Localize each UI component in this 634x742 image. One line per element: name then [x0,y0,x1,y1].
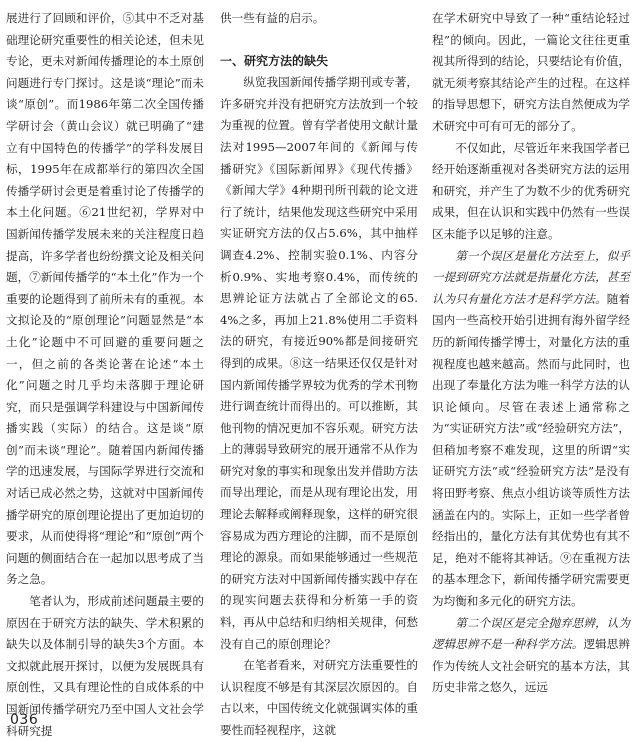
paragraph [432,246,630,613]
paragraph: 展进行了回顾和评价，⑤其中不乏对基础理论研究重要性的相关论述，但未见专论，更未对新闻传播理论的本土原创问题进行专门探讨。这是谈“理论”而未谈“原创”。而1986年第二次全国传播学研讨会（黄山会议）就已明确了“建立有中国特色的传播学”的学科发展目标，1995年在成都举行的第四次全国传播学研讨会更是着重讨论了传播学的本土化问题。⑥21世纪初，学界对中国新闻传播学发展未来的关注程度日趋提高，许多学者也纷纷撰文论及相关问题，⑦新闻传播学的“本土化”作为一个重要的论题得到了前所未有的重视。本文拟论及的“原创理论”问题显然是“本土化”论题中不可回避的重要问题之一，但之前的各类论著在论述“本土化”问题之时几乎均未落脚于理论研究，而只是强调学科建设与中国新闻传播实践（实际）的结合。这是谈“原创”而未谈“理论”。随着国内新闻传播学的迅速发展，与国际学界进行交流和对话已成必然之势，这就对中国新闻传播学研究的原创理论提出了更加迫切的要求，从而使得将“理论”和“原创”两个问题的侧面结合在一起加以思考成了当务之急。 [6,11,204,587]
page-number: 036 [10,712,39,728]
paragraph: 供一些有益的启示。 [220,11,325,25]
paragraph-body: 逻辑思辨作为传统人文社会研究的基本方法，其历史非常之悠久，远远 [432,637,630,695]
paragraph: 笔者认为，形成前述问题最主要的原因在于研究方法的缺失、学术积累的缺失以及体制引导的缺失3个方面。本文拟就此展开探讨，以便为发展既具有原创性，又具有理论性的自成体系的中国新闻传播学研究乃至中国人文社会学科研究提 [6,594,204,738]
emphasis-lead: 第二个误区是完全抛弃思辨，认为逻辑思辨不是一种科学方法。 [432,615,630,652]
paragraph: 在学术研究中导致了一种“重结论轻过程”的倾向。因此，一篇论文往往更重视其所得到的结论，只要结论有价值，就无须考察其结论产生的过程。在这样的指导思想下，研究方法自然便成为学术研究中可有可无的部分了。 [432,11,630,133]
paragraph: 在笔者看来，对研究方法重要性的认识程度不够是有其深层次原因的。自古以来，中国传统文化就强调实体的重要性而轻视程序，这就 [220,658,418,737]
paragraph [432,613,630,699]
text-column-2 [220,8,418,737]
paragraph-body: 随着国内一些高校开始引进拥有海外留学经历的新闻传播学博士，对量化方法的重视程度也越来越高。然而与此同时，也出现了奉量化方法为唯一科学方法的认识论倾向。尽管在表述上通常称之为“实证研究方法”或“经验研究方法”，但稍加考察不难发现，这里的所谓“实证研究方法”或“经验研究方法”是没有将田野考察、焦点小组访谈等质性方法涵盖在内的。实际上，正如一些学者曾经指出的，量化方法有其优势也有其不足，绝对不能将其神话。⑨在重视方法的基本理念下，新闻传播学研究需要更为均衡和多元化的研究方法。 [432,291,630,609]
emphasis-lead: 第一个误区是量化方法至上，似乎一提到研究方法就是指量化方法，甚至认为只有量化方法才是科学方法。 [432,248,630,306]
paragraph: 纵览我国新闻传播学期刊或专著，许多研究并没有把研究方法放到一个较为重视的位置。曾有学者使用文献计量法对1995—2007年间的《新闻与传播研究》《国际新闻界》《现代传播》《新闻大学》4种期刊所刊载的论文进行了统计，结果他发现这些研究中采用实证研究方法的仅占5.6%，其中抽样调查4.2%、控制实验0.1%、内容分析0.9%、实地考察0.4%，而传统的思辨论证方法就占了全部论文的65.4%之多，再加上21.8%使用二手资料法的研究，有接近90%都是间接研究得到的成果。⑧这一结果还仅仅是针对国内新闻传播学界较为优秀的学术刊物进行调查统计而得出的。可以推断，其他刊物的情况更加不容乐观。研究方法上的薄弱导致研究的展开通常不从作为研究对象的事实和现象出发并借助方法而导出理论，而是从现有理论出发，用理论去解释或阐释现象，这样的研究很容易成为西方理论的注脚，而不是原创理论的源泉。而如果能够通过一些规范的研究方法对中国新闻传播实践中存在的现实问题去获得和分析第一手的资料，再从中总结和归纳相关规律，何愁没有自己的原创理论？ [220,75,418,651]
section-heading: 一、研究方法的缺失 [220,53,329,68]
text-column-3 [432,8,630,698]
paragraph: 不仅如此，尽管近年来我国学者已经开始逐渐重视对各类研究方法的运用和研究，并产生了为数不少的优秀研究成果，但在认识和实践中仍然有一些误区未能予以足够的注意。 [432,140,630,241]
